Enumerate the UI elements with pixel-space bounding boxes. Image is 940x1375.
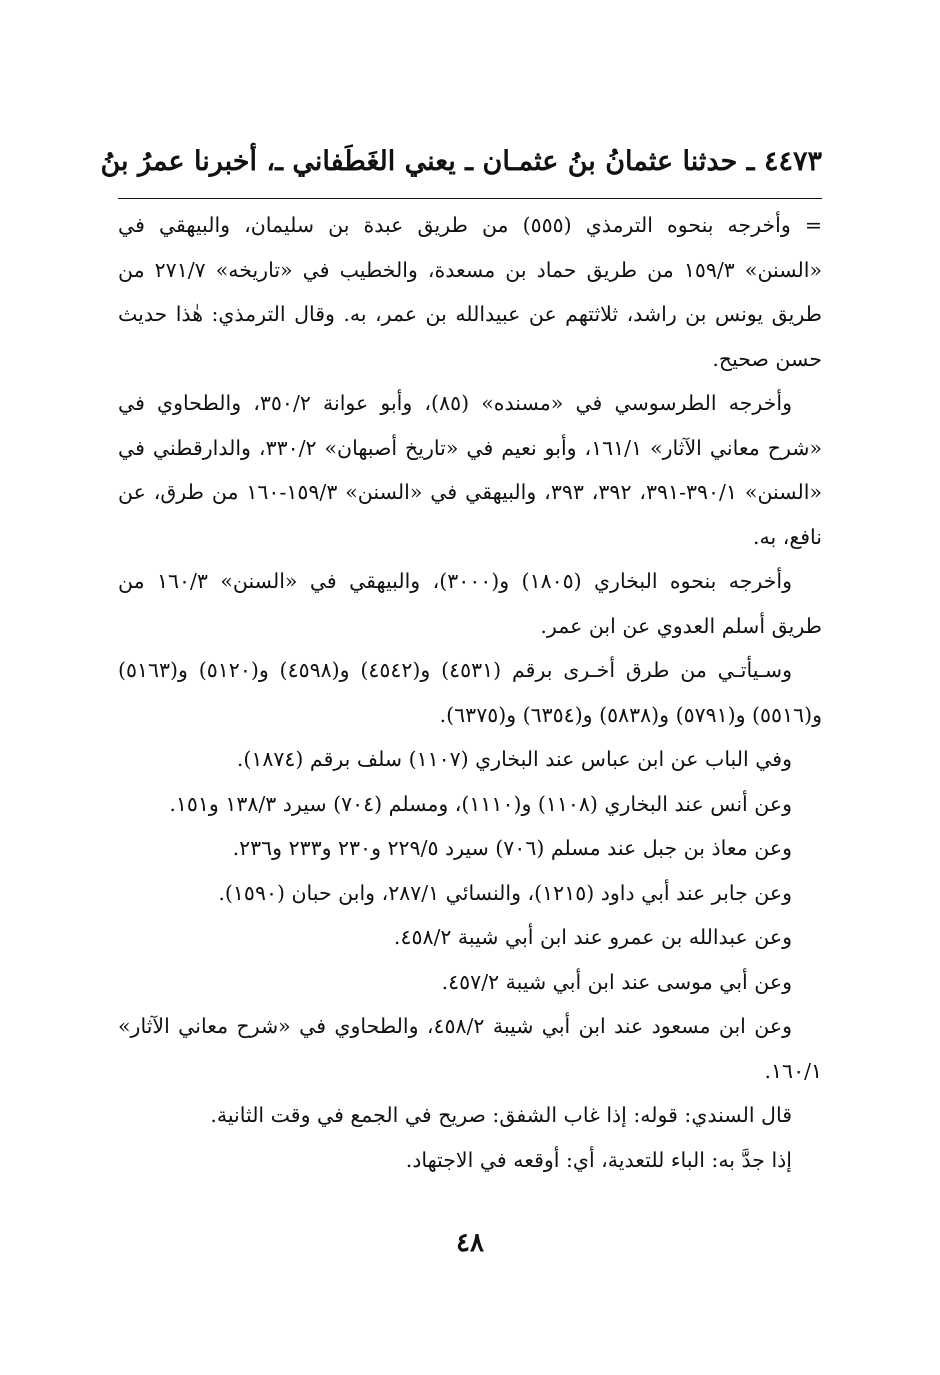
page-body [100, 138, 823, 1182]
footnote-paragraph: قال السندي: قوله: إذا غاب الشفق: صريح في الجمع في وقت الثانية. [210, 1103, 792, 1127]
footnote-paragraph: = وأخرجه بنحوه الترمذي (٥٥٥) من طريق عبدة بن سليمان، والبيهقي في «السنن» ١٥٩/٣ من طريق حماد بن مسعدة، والخطيب في «تاريخه» ٢٧١/٧ من طريق يونس بن راشد، ثلاثتهم عن عبيدالله بن عمر، به. وقال الترمذي: هٰذا حديث حسن صحيح. [118, 213, 823, 371]
footnote-paragraph: وعن أبي موسى عند ابن أبي شيبة ٤٥٧/٢. [441, 969, 792, 994]
footnote-paragraph: وفي الباب عن ابن عباس عند البخاري (١١٠٧) سلف برقم (١٨٧٤). [236, 747, 792, 771]
footnote-paragraph: وعن معاذ بن جبل عند مسلم (٧٠٦) سيرد ٢٢٩/٥ و٢٣٠ و٢٣٣ و٢٣٦. [232, 836, 792, 860]
footnote-paragraph: وعن جابر عند أبي داود (١٢١٥)، والنسائي ٢٨٧/١، وابن حبان (١٥٩٠). [218, 880, 792, 905]
footnote-paragraph: وأخرجه الطرسوسي في «مسنده» (٨٥)، وأبو عوانة ٣٥٠/٢، والطحاوي في «شرح معاني الآثار» ١٦١/١، وأبو نعيم في «تاريخ أصبهان» ٣٣٠/٢، والدارقطني في «السنن» ٣٩٠/١-٣٩١، ٣٩٢، ٣٩٣، والبيهقي في «السنن» ١٥٩/٣-١٦٠ من طرق، عن نافع، به. [118, 391, 823, 549]
footnote-paragraph: وعن أنس عند البخاري (١١٠٨) و(١١١٠)، ومسلم (٧٠٤) سيرد ١٣٨/٣ و١٥١. [169, 791, 792, 816]
page-number: ٤٨ [456, 1228, 484, 1258]
footnote-paragraph: إذا جدَّ به: الباء للتعدية، أي: أوقعه في الاجتهاد. [405, 1147, 792, 1172]
main-text-line: ٤٤٧٣ ـ حدثنا عثمانُ بنُ عثمـان ـ يعني الغَطَفاني ـ، أخبرنا عمرُ بنُ [100, 146, 822, 177]
footnote-paragraph: وعن ابن مسعود عند ابن أبي شيبة ٤٥٨/٢، والطحاوي في «شرح معاني الآثار» ١٦٠/١. [118, 1014, 822, 1083]
footnote-paragraph: وعن عبدالله بن عمرو عند ابن أبي شيبة ٤٥٨/٢. [393, 925, 792, 949]
footnote-paragraph: وسـيأتـي من طرق أخـرى برقم (٤٥٣١) و(٤٥٤٢) و(٤٥٩٨) و(٥١٢٠) و(٥١٦٣) و(٥٥١٦) و(٥٧٩١) و(٥٨٣٨) و(٦٣٥٤) و(٦٣٧٥). [118, 658, 822, 727]
footnotes [118, 203, 822, 1182]
footnote-paragraph: وأخرجه بنحوه البخاري (١٨٠٥) و(٣٠٠٠)، والبيهقي في «السنن» ١٦٠/٣ من طريق أسلم العدوي عن ابن عمر. [118, 569, 822, 638]
footnote-separator [118, 198, 822, 199]
